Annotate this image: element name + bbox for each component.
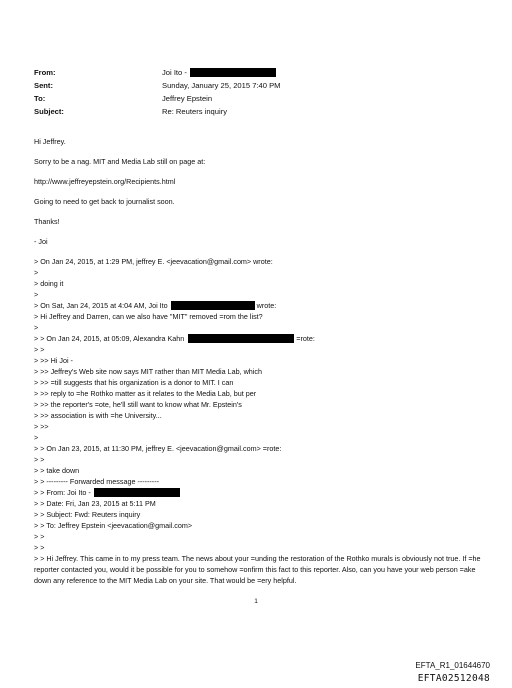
- quoted-line: > >: [34, 455, 45, 464]
- redaction-box: [190, 68, 276, 77]
- email-body: [34, 136, 494, 586]
- to-label: To:: [34, 94, 46, 103]
- greeting: Hi Jeffrey.: [34, 137, 66, 146]
- document-id: EFTA_R1_01644670: [415, 661, 490, 670]
- quoted-line: > >: [34, 532, 45, 541]
- quoted-line: > >> Hi Joi -: [34, 356, 73, 365]
- quoted-line: > >> =till suggests that his organization is a donor to MIT. I can: [34, 378, 234, 387]
- quoted-paragraph: > > Hi Jeffrey. This came in to my press team. The news about your =unding the restoration of the Rothko murals is obviously not true. If =he reporter contacted you, would it be possible for you to somehow =onfirm this fact to this reporter. Also, can you have your web person =ake down any reference to the MIT Media Lab on your site. That would be =ery helpful.: [34, 554, 481, 585]
- redaction-box: [188, 334, 294, 343]
- quoted-line: [34, 487, 494, 498]
- quoted-text: > > On Jan 24, 2015, at 05:09, Alexandra Kahn: [34, 334, 185, 343]
- redaction-box: [94, 488, 180, 497]
- quoted-line: > >> Jeffrey's Web site now says MIT rather than MIT Media Lab, which: [34, 367, 262, 376]
- subject-label: Subject:: [34, 107, 64, 116]
- redaction-box: [171, 301, 255, 310]
- subject-value: Re: Reuters inquiry: [162, 107, 227, 116]
- from-label: From:: [34, 68, 56, 77]
- page-number: 1: [254, 598, 258, 605]
- subject-row: [34, 105, 281, 118]
- quoted-line: > > Subject: Fwd: Reuters inquiry: [34, 510, 141, 519]
- quoted-line: > > To: Jeffrey Epstein <jeevacation@gmail.com>: [34, 521, 193, 530]
- url-link[interactable]: http://www.jeffreyepstein.org/Recipients.html: [34, 177, 176, 186]
- sent-value: Sunday, January 25, 2015 7:40 PM: [162, 81, 281, 90]
- quoted-line: > >> reply to =he Rothko matter as it relates to the Media Lab, but per: [34, 389, 257, 398]
- quoted-line: > > On Jan 23, 2015, at 11:30 PM, jeffrey E. <jeevacation@gmail.com> =rote:: [34, 444, 282, 453]
- body-line: Going to need to get back to journalist soon.: [34, 197, 175, 206]
- quoted-line: [34, 333, 494, 344]
- quoted-line: >: [34, 323, 39, 332]
- from-row: [34, 66, 281, 79]
- bates-number: EFTA02512048: [417, 673, 490, 684]
- to-row: [34, 92, 281, 105]
- from-value: [162, 66, 276, 79]
- quoted-line: > Hi Jeffrey and Darren, can we also have "MIT" removed =rom the list?: [34, 312, 263, 321]
- email-header: [34, 66, 281, 118]
- quoted-text: wrote:: [256, 301, 277, 310]
- quoted-line: >: [34, 433, 39, 442]
- quoted-line: > On Jan 24, 2015, at 1:29 PM, jeffrey E. <jeevacation@gmail.com> wrote:: [34, 257, 273, 266]
- sent-label: Sent:: [34, 81, 53, 90]
- body-line: Sorry to be a nag. MIT and Media Lab still on page at:: [34, 157, 206, 166]
- quoted-line: > >>: [34, 422, 49, 431]
- quoted-line: > >> association is with =he University...: [34, 411, 162, 420]
- from-name: Joi Ito -: [162, 68, 187, 77]
- quoted-line: >: [34, 290, 39, 299]
- thanks-line: Thanks!: [34, 217, 60, 226]
- quoted-text: > On Sat, Jan 24, 2015 at 4:04 AM, Joi Ito: [34, 301, 168, 310]
- signature: - Joi: [34, 237, 48, 246]
- quoted-line: > > take down: [34, 466, 80, 475]
- quoted-line: > > Date: Fri, Jan 23, 2015 at 5:11 PM: [34, 499, 156, 508]
- to-value: Jeffrey Epstein: [162, 94, 213, 103]
- quoted-line: [34, 300, 494, 311]
- quoted-line: > >> the reporter's =ote, he'll still want to know what Mr. Epstein's: [34, 400, 242, 409]
- quoted-line: > doing it: [34, 279, 64, 288]
- quoted-line: >: [34, 268, 39, 277]
- quoted-line: > >: [34, 543, 45, 552]
- sent-row: [34, 79, 281, 92]
- quoted-line: > >: [34, 345, 45, 354]
- quoted-line: > > --------- Forwarded message ---------: [34, 477, 159, 486]
- quoted-text: > > From: Joi Ito -: [34, 488, 91, 497]
- quoted-text: =rote:: [296, 334, 315, 343]
